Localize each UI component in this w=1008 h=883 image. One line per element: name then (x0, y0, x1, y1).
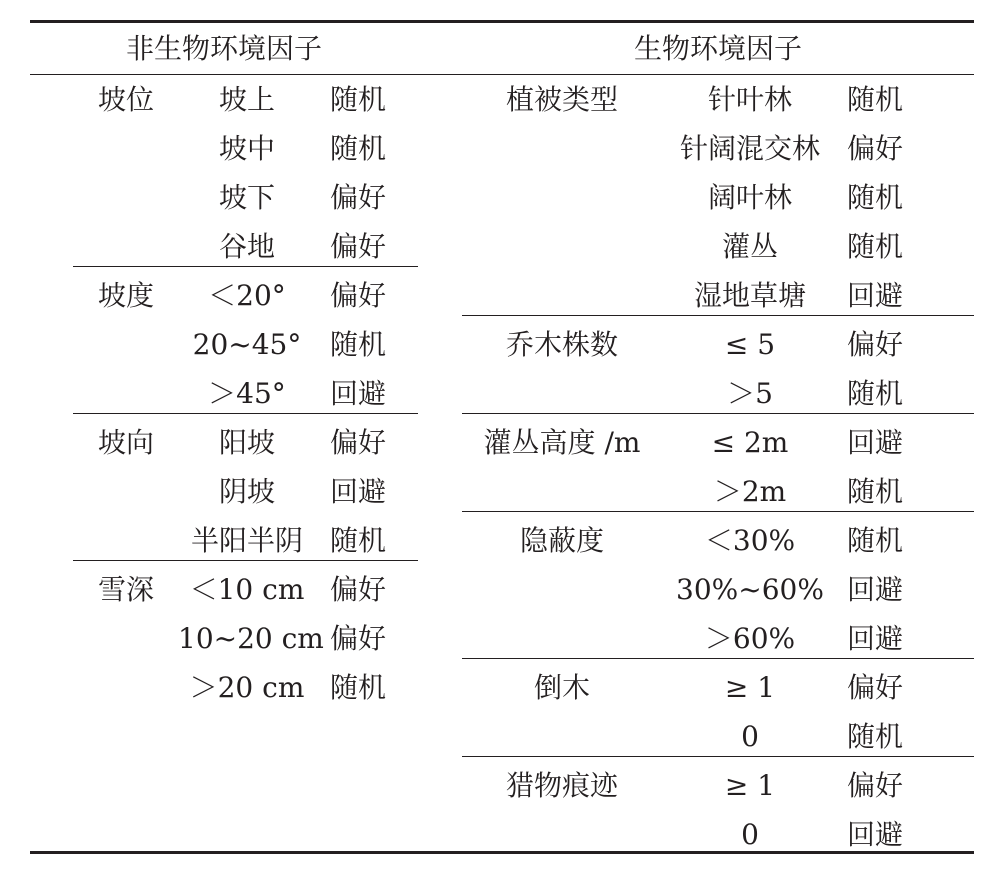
biotic-level-cell: ＜30% (704, 524, 796, 557)
biotic-level-cell: 30%~60% (676, 573, 824, 606)
abiotic-preference-cell: 回避 (330, 377, 387, 410)
header-abiotic: 非生物环境因子 (125, 32, 322, 65)
biotic-preference-cell: 随机 (847, 524, 904, 557)
abiotic-preference-cell: 随机 (330, 83, 387, 116)
biotic-preference-cell: 随机 (847, 181, 904, 214)
biotic-factor-label: 猎物痕迹 (505, 769, 618, 802)
bottom-rule (30, 851, 974, 854)
abiotic-level-cell: ＜20° (208, 279, 286, 312)
biotic-level-cell: ＞2m (713, 475, 787, 508)
abiotic-level-cell: 阳坡 (218, 426, 275, 459)
biotic-preference-cell: 随机 (847, 475, 904, 508)
abiotic-factor-label: 坡位 (97, 83, 154, 116)
abiotic-level-cell: 半阳半阴 (190, 524, 303, 557)
biotic-level-cell: 阔叶林 (707, 181, 792, 214)
abiotic-level-cell: 坡中 (218, 132, 275, 165)
biotic-group-rule (462, 413, 974, 414)
biotic-preference-cell: 随机 (847, 377, 904, 410)
biotic-preference-cell: 偏好 (847, 671, 904, 704)
abiotic-preference-cell: 偏好 (330, 279, 387, 312)
abiotic-preference-cell: 偏好 (330, 181, 387, 214)
biotic-factor-label: 灌丛高度 /m (483, 426, 641, 459)
biotic-factor-label: 倒木 (533, 671, 590, 704)
abiotic-preference-cell: 偏好 (330, 426, 387, 459)
biotic-preference-cell: 偏好 (847, 132, 904, 165)
abiotic-group-rule (73, 560, 418, 561)
abiotic-preference-cell: 偏好 (330, 230, 387, 263)
biotic-level-cell: ＞5 (727, 377, 773, 410)
abiotic-group-rule (73, 266, 418, 267)
biotic-factor-label: 植被类型 (505, 83, 618, 116)
abiotic-factor-label: 坡向 (97, 426, 154, 459)
biotic-factor-label: 乔木株数 (505, 328, 618, 361)
biotic-preference-cell: 偏好 (847, 769, 904, 802)
biotic-group-rule (462, 658, 974, 659)
biotic-preference-cell: 回避 (847, 426, 904, 459)
biotic-level-cell: 针叶林 (707, 83, 792, 116)
biotic-level-cell: 灌丛 (721, 230, 778, 263)
abiotic-preference-cell: 随机 (330, 671, 387, 704)
biotic-level-cell: 0 (741, 720, 759, 753)
abiotic-factor-label: 坡度 (97, 279, 154, 312)
abiotic-level-cell: 20~45° (192, 328, 302, 361)
biotic-level-cell: 针阔混交林 (679, 132, 820, 165)
biotic-preference-cell: 回避 (847, 622, 904, 655)
abiotic-factor-label: 雪深 (97, 573, 154, 606)
header-biotic: 生物环境因子 (633, 32, 802, 65)
biotic-preference-cell: 回避 (847, 279, 904, 312)
abiotic-level-cell: ＞20 cm (189, 671, 305, 704)
biotic-level-cell: 湿地草塘 (693, 279, 806, 312)
biotic-level-cell: ≥ 1 (724, 769, 776, 802)
abiotic-level-cell: 坡上 (218, 83, 275, 116)
abiotic-preference-cell: 随机 (330, 328, 387, 361)
biotic-level-cell: 0 (741, 818, 759, 851)
biotic-group-rule (462, 315, 974, 316)
biotic-level-cell: ≥ 1 (724, 671, 776, 704)
abiotic-preference-cell: 偏好 (330, 573, 387, 606)
abiotic-group-rule (73, 413, 418, 414)
biotic-preference-cell: 随机 (847, 83, 904, 116)
abiotic-level-cell: 坡下 (218, 181, 275, 214)
biotic-level-cell: ＞60% (704, 622, 796, 655)
abiotic-level-cell: 阴坡 (218, 475, 275, 508)
abiotic-level-cell: 谷地 (218, 230, 275, 263)
abiotic-preference-cell: 随机 (330, 132, 387, 165)
abiotic-preference-cell: 随机 (330, 524, 387, 557)
biotic-preference-cell: 随机 (847, 720, 904, 753)
biotic-factor-label: 隐蔽度 (519, 524, 604, 557)
biotic-group-rule (462, 511, 974, 512)
abiotic-level-cell: ＞45° (208, 377, 286, 410)
abiotic-level-cell: 10~20 cm (178, 622, 324, 655)
top-rule (30, 20, 974, 23)
abiotic-preference-cell: 回避 (330, 475, 387, 508)
biotic-preference-cell: 偏好 (847, 328, 904, 361)
biotic-level-cell: ≤ 2m (711, 426, 789, 459)
biotic-level-cell: ≤ 5 (724, 328, 776, 361)
biotic-preference-cell: 随机 (847, 230, 904, 263)
biotic-group-rule (462, 756, 974, 757)
abiotic-preference-cell: 偏好 (330, 622, 387, 655)
abiotic-level-cell: ＜10 cm (189, 573, 305, 606)
biotic-preference-cell: 回避 (847, 573, 904, 606)
biotic-preference-cell: 回避 (847, 818, 904, 851)
